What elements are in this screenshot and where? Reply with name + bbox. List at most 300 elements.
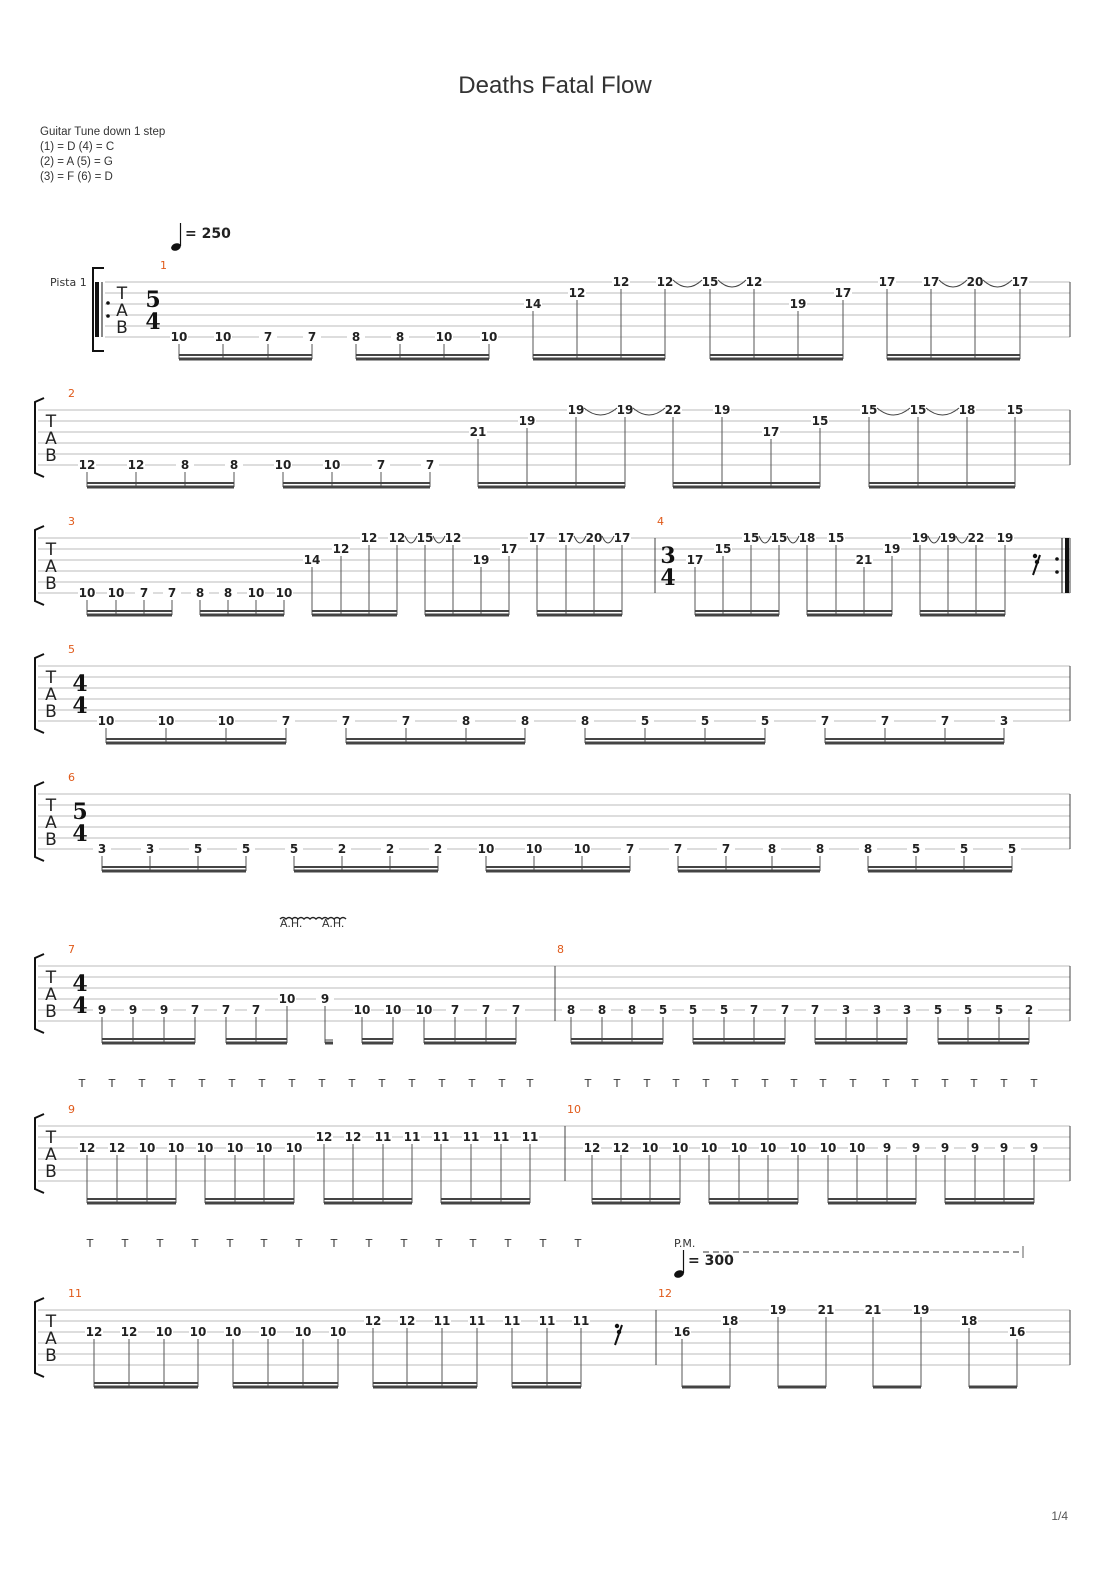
- fret-number: 7: [401, 714, 411, 728]
- tab-clef-letter: A: [45, 1145, 57, 1165]
- fret-number: 10: [247, 586, 265, 600]
- tab-clef-letter: B: [45, 446, 57, 466]
- tap-mark: T: [168, 1077, 176, 1090]
- fret-number: 8: [223, 586, 233, 600]
- fret-number: 5: [658, 1003, 668, 1017]
- time-sig-denominator: 4: [72, 821, 88, 847]
- tie: [926, 408, 959, 415]
- fret-number: 10: [435, 330, 453, 344]
- tab-clef-letter: A: [116, 301, 128, 321]
- tap-mark: T: [365, 1237, 373, 1250]
- fret-number: 7: [425, 458, 435, 472]
- fret-number: 10: [189, 1325, 207, 1339]
- fret-number: 10: [730, 1141, 748, 1155]
- tap-mark: T: [378, 1077, 386, 1090]
- tie: [602, 536, 614, 543]
- fret-number: 19: [713, 403, 731, 417]
- fret-number: 17: [878, 275, 896, 289]
- tempo-marking: = 300: [688, 1253, 734, 1269]
- fret-number: 17: [557, 531, 575, 545]
- fret-number: 20: [585, 531, 603, 545]
- fret-number: 10: [477, 842, 495, 856]
- tap-mark: T: [584, 1077, 592, 1090]
- fret-number: 7: [673, 842, 683, 856]
- fret-number: 15: [770, 531, 788, 545]
- fret-number: 15: [860, 403, 878, 417]
- tap-mark: T: [468, 1077, 476, 1090]
- tie: [939, 280, 967, 287]
- fret-number: 15: [811, 414, 829, 428]
- tie: [574, 536, 586, 543]
- tab-clef-letter: T: [45, 1128, 57, 1148]
- fret-number: 7: [481, 1003, 491, 1017]
- fret-number: 10: [274, 458, 292, 472]
- fret-number: 12: [612, 275, 630, 289]
- tab-clef-letter: T: [45, 412, 57, 432]
- tap-mark: T: [400, 1237, 408, 1250]
- tap-mark: T: [86, 1237, 94, 1250]
- fret-number: 8: [580, 714, 590, 728]
- track-name: Pista 1: [50, 276, 87, 289]
- repeat-dot: [1055, 557, 1059, 561]
- fret-number: 12: [120, 1325, 138, 1339]
- tap-mark: T: [643, 1077, 651, 1090]
- fret-number: 10: [259, 1325, 277, 1339]
- palm-mute-label: P.M.: [674, 1237, 696, 1250]
- fret-number: 15: [909, 403, 927, 417]
- fret-number: 11: [521, 1130, 539, 1144]
- tab-clef-letter: B: [116, 318, 128, 338]
- tap-mark: T: [288, 1077, 296, 1090]
- tab-clef-letter: A: [45, 685, 57, 705]
- fret-number: 5: [1007, 842, 1017, 856]
- fret-number: 18: [958, 403, 976, 417]
- fret-number: 8: [229, 458, 239, 472]
- rest-dot: [615, 1324, 619, 1328]
- tuning-line: Guitar Tune down 1 step: [40, 126, 166, 138]
- tap-mark: T: [258, 1077, 266, 1090]
- fret-number: 10: [789, 1141, 807, 1155]
- fret-number: 7: [190, 1003, 200, 1017]
- fret-number: 21: [864, 1303, 882, 1317]
- fret-number: 12: [332, 542, 350, 556]
- tap-mark: T: [138, 1077, 146, 1090]
- fret-number: 14: [524, 297, 542, 311]
- fret-number: 3: [902, 1003, 912, 1017]
- tap-mark: T: [348, 1077, 356, 1090]
- fret-number: 11: [503, 1314, 521, 1328]
- time-sig-denominator: 4: [145, 309, 161, 335]
- repeat-dot: [1055, 570, 1059, 574]
- fret-number: 21: [855, 553, 873, 567]
- fret-number: 19: [769, 1303, 787, 1317]
- tap-mark: T: [435, 1237, 443, 1250]
- fret-number: 10: [157, 714, 175, 728]
- fret-number: 19: [518, 414, 536, 428]
- fret-number: 12: [656, 275, 674, 289]
- tab-clef-letter: B: [45, 702, 57, 722]
- fret-number: 10: [170, 330, 188, 344]
- tie: [633, 408, 665, 415]
- fret-number: 17: [613, 531, 631, 545]
- tie: [787, 536, 799, 543]
- fret-number: 11: [538, 1314, 556, 1328]
- fret-number: 11: [492, 1130, 510, 1144]
- tie: [673, 280, 702, 287]
- page-number: 1/4: [1051, 1509, 1068, 1523]
- fret-number: 15: [1006, 403, 1024, 417]
- fret-number: 3: [145, 842, 155, 856]
- fret-number: 11: [468, 1314, 486, 1328]
- tab-clef-letter: A: [45, 1329, 57, 1349]
- fret-number: 7: [341, 714, 351, 728]
- fret-number: 5: [289, 842, 299, 856]
- tie: [405, 536, 417, 543]
- fret-number: 7: [167, 586, 177, 600]
- tap-mark: T: [295, 1237, 303, 1250]
- fret-number: 8: [863, 842, 873, 856]
- fret-number: 7: [749, 1003, 759, 1017]
- tap-mark: T: [911, 1077, 919, 1090]
- tap-mark: T: [318, 1077, 326, 1090]
- fret-number: 19: [567, 403, 585, 417]
- fret-number: 8: [351, 330, 361, 344]
- tap-mark: T: [819, 1077, 827, 1090]
- tap-mark: T: [198, 1077, 206, 1090]
- tap-mark: T: [498, 1077, 506, 1090]
- time-sig-numerator: 5: [145, 287, 161, 313]
- fret-number: 8: [195, 586, 205, 600]
- fret-number: 12: [388, 531, 406, 545]
- fret-number: 15: [827, 531, 845, 545]
- fret-number: 22: [664, 403, 682, 417]
- tap-mark: T: [849, 1077, 857, 1090]
- fret-number: 12: [360, 531, 378, 545]
- tap-mark: T: [672, 1077, 680, 1090]
- tap-mark: T: [941, 1077, 949, 1090]
- tap-mark: T: [228, 1077, 236, 1090]
- fret-number: 10: [641, 1141, 659, 1155]
- fret-number: 5: [193, 842, 203, 856]
- tab-clef-letter: T: [45, 796, 57, 816]
- tap-mark: T: [790, 1077, 798, 1090]
- fret-number: 10: [278, 992, 296, 1006]
- fret-number: 5: [911, 842, 921, 856]
- fret-number: 10: [329, 1325, 347, 1339]
- fret-number: 5: [241, 842, 251, 856]
- fret-number: 11: [433, 1314, 451, 1328]
- fret-number: 7: [625, 842, 635, 856]
- fret-number: 8: [395, 330, 405, 344]
- fret-number: 10: [525, 842, 543, 856]
- fret-number: 5: [688, 1003, 698, 1017]
- tie: [584, 408, 617, 415]
- fret-number: 9: [999, 1141, 1009, 1155]
- fret-number: 9: [97, 1003, 107, 1017]
- fret-number: 12: [568, 286, 586, 300]
- fret-number: 17: [922, 275, 940, 289]
- measure-number: 9: [68, 1103, 75, 1116]
- measure-number: 3: [68, 515, 75, 528]
- tie: [718, 280, 746, 287]
- fret-number: 10: [294, 1325, 312, 1339]
- measure-number: 7: [68, 943, 75, 956]
- tap-mark: T: [469, 1237, 477, 1250]
- tap-mark: T: [260, 1237, 268, 1250]
- rest-dot: [617, 1330, 621, 1334]
- fret-number: 10: [224, 1325, 242, 1339]
- fret-number: 15: [742, 531, 760, 545]
- fret-number: 19: [883, 542, 901, 556]
- measure-number: 1: [160, 259, 167, 272]
- fret-number: 7: [281, 714, 291, 728]
- fret-number: 9: [911, 1141, 921, 1155]
- fret-number: 8: [597, 1003, 607, 1017]
- tap-mark: T: [731, 1077, 739, 1090]
- fret-number: 9: [320, 992, 330, 1006]
- tab-clef-letter: T: [45, 540, 57, 560]
- fret-number: 12: [78, 1141, 96, 1155]
- fret-number: 8: [520, 714, 530, 728]
- tie: [956, 536, 968, 543]
- fret-number: 2: [433, 842, 443, 856]
- fret-number: 17: [528, 531, 546, 545]
- fret-number: 10: [480, 330, 498, 344]
- tap-mark: T: [970, 1077, 978, 1090]
- fret-number: 20: [966, 275, 984, 289]
- tap-mark: T: [108, 1077, 116, 1090]
- fret-number: 11: [403, 1130, 421, 1144]
- fret-number: 7: [721, 842, 731, 856]
- measure-number: 8: [557, 943, 564, 956]
- fret-number: 22: [967, 531, 985, 545]
- fret-number: 3: [841, 1003, 851, 1017]
- fret-number: 3: [999, 714, 1009, 728]
- time-sig-denominator: 4: [72, 993, 88, 1019]
- fret-number: 12: [344, 1130, 362, 1144]
- fret-number: 18: [960, 1314, 978, 1328]
- fret-number: 10: [384, 1003, 402, 1017]
- fret-number: 7: [511, 1003, 521, 1017]
- fret-number: 18: [798, 531, 816, 545]
- tie: [877, 408, 910, 415]
- fret-number: 7: [139, 586, 149, 600]
- tab-clef-letter: A: [45, 813, 57, 833]
- tap-mark: T: [408, 1077, 416, 1090]
- fret-number: 10: [138, 1141, 156, 1155]
- time-sig-denominator: 4: [72, 693, 88, 719]
- fret-number: 17: [500, 542, 518, 556]
- fret-number: 12: [78, 458, 96, 472]
- fret-number: 19: [789, 297, 807, 311]
- tap-mark: T: [330, 1237, 338, 1250]
- fret-number: 19: [912, 1303, 930, 1317]
- fret-number: 19: [939, 531, 957, 545]
- tab-clef-letter: A: [45, 557, 57, 577]
- repeat-dot: [106, 301, 110, 305]
- tuning-line: (3) = F (6) = D: [40, 171, 113, 183]
- fret-number: 12: [398, 1314, 416, 1328]
- rest-dot: [1033, 554, 1037, 558]
- fret-number: 7: [940, 714, 950, 728]
- fret-number: 10: [255, 1141, 273, 1155]
- tap-mark: T: [1000, 1077, 1008, 1090]
- fret-number: 17: [1011, 275, 1029, 289]
- fret-number: 11: [374, 1130, 392, 1144]
- measure-number: 11: [68, 1287, 82, 1300]
- fret-number: 19: [911, 531, 929, 545]
- tab-clef-letter: T: [45, 668, 57, 688]
- fret-number: 3: [872, 1003, 882, 1017]
- fret-number: 10: [415, 1003, 433, 1017]
- tap-mark: T: [882, 1077, 890, 1090]
- fret-number: 21: [469, 425, 487, 439]
- fret-number: 17: [834, 286, 852, 300]
- fret-number: 15: [416, 531, 434, 545]
- fret-number: 10: [353, 1003, 371, 1017]
- fret-number: 9: [1029, 1141, 1039, 1155]
- fret-number: 5: [760, 714, 770, 728]
- fret-number: 8: [566, 1003, 576, 1017]
- tab-clef-letter: T: [116, 284, 128, 304]
- fret-number: 16: [1008, 1325, 1026, 1339]
- fret-number: 19: [616, 403, 634, 417]
- fret-number: 17: [686, 553, 704, 567]
- fret-number: 7: [810, 1003, 820, 1017]
- fret-number: 10: [323, 458, 341, 472]
- fret-number: 12: [85, 1325, 103, 1339]
- fret-number: 2: [385, 842, 395, 856]
- tap-mark: T: [226, 1237, 234, 1250]
- tap-mark: T: [191, 1237, 199, 1250]
- measure-number: 2: [68, 387, 75, 400]
- fret-number: 10: [217, 714, 235, 728]
- fret-number: 15: [701, 275, 719, 289]
- fret-number: 19: [472, 553, 490, 567]
- tap-mark: T: [1030, 1077, 1038, 1090]
- fret-number: 8: [627, 1003, 637, 1017]
- fret-number: 10: [275, 586, 293, 600]
- fret-number: 10: [214, 330, 232, 344]
- fret-number: 12: [364, 1314, 382, 1328]
- tap-mark: T: [504, 1237, 512, 1250]
- fret-number: 10: [759, 1141, 777, 1155]
- tie: [433, 536, 445, 543]
- fret-number: 2: [337, 842, 347, 856]
- fret-number: 10: [196, 1141, 214, 1155]
- fret-number: 5: [719, 1003, 729, 1017]
- time-sig-denominator: 4: [660, 565, 676, 591]
- tap-mark: T: [121, 1237, 129, 1250]
- fret-number: 10: [819, 1141, 837, 1155]
- tab-clef-letter: A: [45, 429, 57, 449]
- fret-number: 12: [127, 458, 145, 472]
- fret-number: 5: [640, 714, 650, 728]
- fret-number: 9: [882, 1141, 892, 1155]
- harmonic-label: A.H.: [280, 917, 303, 930]
- fret-number: 5: [959, 842, 969, 856]
- fret-number: 10: [848, 1141, 866, 1155]
- measure-number: 12: [658, 1287, 672, 1300]
- tab-clef-letter: B: [45, 1002, 57, 1022]
- tap-mark: T: [156, 1237, 164, 1250]
- measure-number: 4: [657, 515, 664, 528]
- tie: [928, 536, 940, 543]
- measure-number: 10: [567, 1103, 581, 1116]
- time-sig-numerator: 3: [660, 543, 676, 569]
- fret-number: 10: [167, 1141, 185, 1155]
- fret-number: 21: [817, 1303, 835, 1317]
- fret-number: 11: [572, 1314, 590, 1328]
- rest-dot: [1035, 560, 1039, 564]
- fret-number: 7: [450, 1003, 460, 1017]
- tab-clef-letter: B: [45, 1346, 57, 1366]
- tempo-marking: = 250: [185, 226, 231, 242]
- fret-number: 11: [462, 1130, 480, 1144]
- tuning-line: (1) = D (4) = C: [40, 141, 115, 153]
- tap-mark: T: [526, 1077, 534, 1090]
- fret-number: 7: [263, 330, 273, 344]
- tap-mark: T: [438, 1077, 446, 1090]
- fret-number: 8: [815, 842, 825, 856]
- tab-clef-letter: A: [45, 985, 57, 1005]
- fret-number: 8: [461, 714, 471, 728]
- tap-mark: T: [613, 1077, 621, 1090]
- fret-number: 8: [180, 458, 190, 472]
- fret-number: 12: [315, 1130, 333, 1144]
- fret-number: 12: [745, 275, 763, 289]
- tie: [759, 536, 771, 543]
- tie: [983, 280, 1012, 287]
- fret-number: 10: [107, 586, 125, 600]
- fret-number: 19: [996, 531, 1014, 545]
- fret-number: 10: [97, 714, 115, 728]
- fret-number: 5: [700, 714, 710, 728]
- fret-number: 10: [700, 1141, 718, 1155]
- fret-number: 9: [128, 1003, 138, 1017]
- fret-number: 16: [673, 1325, 691, 1339]
- fret-number: 10: [155, 1325, 173, 1339]
- sixteenth-rest: [1033, 555, 1040, 575]
- tap-mark: T: [574, 1237, 582, 1250]
- fret-number: 10: [573, 842, 591, 856]
- tuning-line: (2) = A (5) = G: [40, 156, 113, 168]
- fret-number: 7: [251, 1003, 261, 1017]
- fret-number: 14: [303, 553, 321, 567]
- fret-number: 2: [1024, 1003, 1034, 1017]
- tab-clef-letter: B: [45, 1162, 57, 1182]
- time-sig-numerator: 4: [72, 971, 88, 997]
- fret-number: 11: [432, 1130, 450, 1144]
- fret-number: 7: [221, 1003, 231, 1017]
- tap-mark: T: [78, 1077, 86, 1090]
- fret-number: 9: [940, 1141, 950, 1155]
- fret-number: 12: [612, 1141, 630, 1155]
- tab-clef-letter: T: [45, 968, 57, 988]
- tap-mark: T: [702, 1077, 710, 1090]
- fret-number: 7: [820, 714, 830, 728]
- tab-clef-letter: T: [45, 1312, 57, 1332]
- fret-number: 3: [97, 842, 107, 856]
- fret-number: 9: [970, 1141, 980, 1155]
- tab-clef-letter: B: [45, 574, 57, 594]
- fret-number: 17: [762, 425, 780, 439]
- fret-number: 10: [78, 586, 96, 600]
- measure-number: 6: [68, 771, 75, 784]
- time-sig-numerator: 5: [72, 799, 88, 825]
- fret-number: 10: [671, 1141, 689, 1155]
- fret-number: 5: [994, 1003, 1004, 1017]
